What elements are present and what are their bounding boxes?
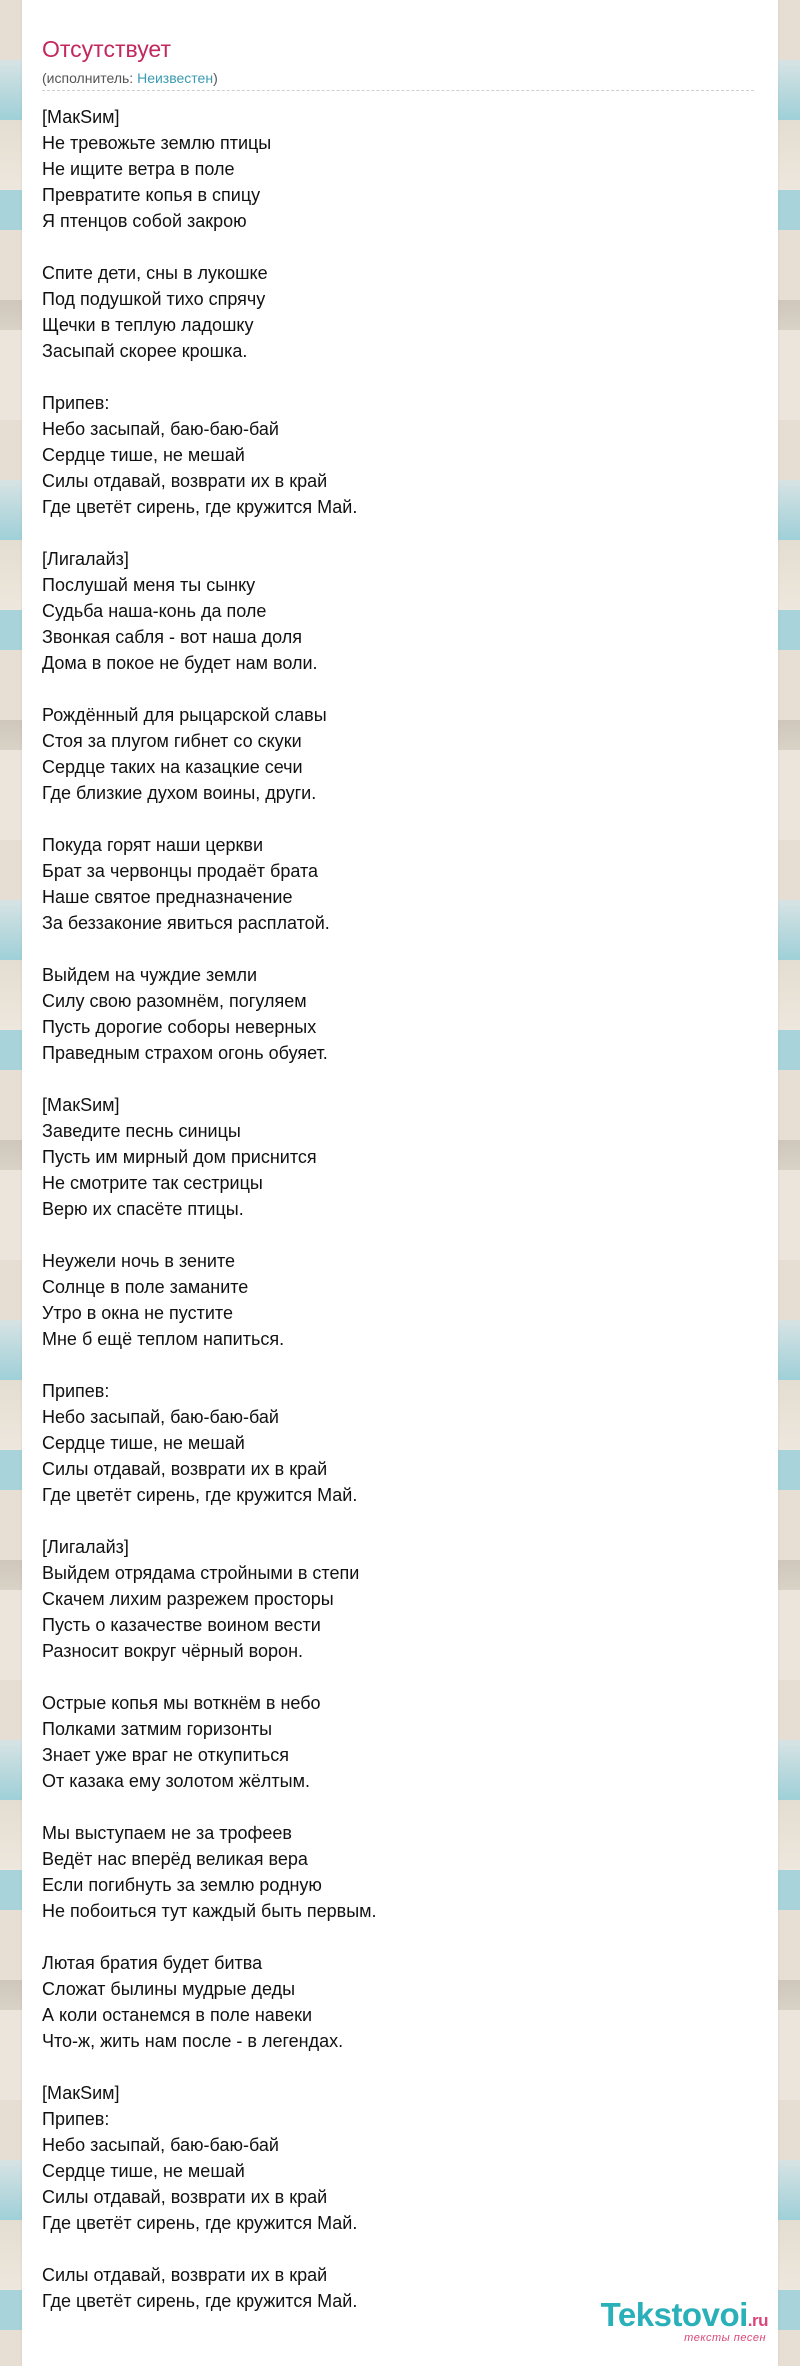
artist-prefix: (исполнитель: [42, 70, 138, 86]
lyrics-stanza [42, 1950, 742, 2054]
lyrics-line: А коли останемся в поле навеки [42, 2005, 313, 2025]
lyrics-line: Утро в окна не пустите [42, 1303, 233, 1323]
lyrics-line: Небо засыпай, баю-баю-бай [42, 419, 279, 439]
lyrics-line: Верю их спасёте птицы. [42, 1199, 244, 1219]
lyrics-stanza [42, 546, 742, 676]
lyrics-line: Превратите копья в спицу [42, 185, 261, 205]
lyrics-line: Пусть дорогие соборы неверных [42, 1017, 317, 1037]
lyrics-stanza [42, 260, 742, 364]
lyrics-stanza [42, 832, 742, 936]
lyrics-line: Знает уже враг не откупиться [42, 1745, 289, 1765]
lyrics-line: Где близкие духом воины, други. [42, 783, 317, 803]
lyrics-line: [Лигалайз] [42, 1537, 129, 1557]
lyrics-line: Лютая братия будет битва [42, 1953, 263, 1973]
lyrics-line: Мне б ещё теплом напиться. [42, 1329, 285, 1349]
lyrics-line: Наше святое предназначение [42, 887, 293, 907]
lyrics-line: Сложат былины мудрые деды [42, 1979, 296, 1999]
logo-wordmark [548, 2298, 768, 2331]
lyrics-line: Брат за червонцы продаёт брата [42, 861, 319, 881]
logo-tld: .ru [747, 2311, 768, 2330]
lyrics-line: [МакSим] [42, 1095, 120, 1115]
lyrics-line: [Лигалайз] [42, 549, 129, 569]
lyrics-line: Где цветёт сирень, где кружится Май. [42, 2213, 358, 2233]
artist-line [42, 70, 218, 87]
lyrics-line: Пусть о казачестве воином вести [42, 1615, 321, 1635]
lyrics-stanza [42, 702, 742, 806]
lyrics-line: Где цветёт сирень, где кружится Май. [42, 2291, 358, 2311]
lyrics-line: Неужели ночь в зените [42, 1251, 236, 1271]
lyrics-line: Где цветёт сирень, где кружится Май. [42, 497, 358, 517]
lyrics-line: Небо засыпай, баю-баю-бай [42, 1407, 279, 1427]
lyrics-stanza [42, 104, 742, 234]
lyrics-line: Под подушкой тихо спрячу [42, 289, 266, 309]
lyrics-line: Праведным страхом огонь обуяет. [42, 1043, 328, 1063]
lyrics-line: Где цветёт сирень, где кружится Май. [42, 1485, 358, 1505]
lyrics-line: Скачем лихим разрежем просторы [42, 1589, 334, 1609]
lyrics-text [42, 104, 742, 2340]
logo-name: Tekstovoi [600, 2296, 748, 2333]
lyrics-stanza [42, 2080, 742, 2236]
lyrics-line: Стоя за плугом гибнет со скуки [42, 731, 302, 751]
logo-tagline: тексты песен [684, 2332, 766, 2344]
lyrics-line: Рождённый для рыцарской славы [42, 705, 327, 725]
lyrics-line: Не побоиться тут каждый быть первым. [42, 1901, 377, 1921]
lyrics-line: Полками затмим горизонты [42, 1719, 273, 1739]
lyrics-line: Если погибнуть за землю родную [42, 1875, 322, 1895]
lyrics-line: От казака ему золотом жёлтым. [42, 1771, 310, 1791]
lyrics-stanza [42, 1248, 742, 1352]
lyrics-line: Что-ж, жить нам после - в легендах. [42, 2031, 344, 2051]
lyrics-line: Послушай меня ты сынку [42, 575, 256, 595]
lyrics-line: Не смотрите так сестрицы [42, 1173, 263, 1193]
lyrics-line: Я птенцов собой закрою [42, 211, 247, 231]
lyrics-line: Сердце тише, не мешай [42, 1433, 245, 1453]
lyrics-line: Ведёт нас вперёд великая вера [42, 1849, 308, 1869]
lyrics-line: [МакSим] [42, 2083, 120, 2103]
lyrics-stanza [42, 390, 742, 520]
lyrics-line: Выйдем на чуждие земли [42, 965, 258, 985]
lyrics-line: Острые копья мы воткнём в небо [42, 1693, 321, 1713]
lyrics-line: Солнце в поле заманите [42, 1277, 249, 1297]
lyrics-line: За беззаконие явиться расплатой. [42, 913, 330, 933]
lyrics-line: Силу свою разомнём, погуляем [42, 991, 307, 1011]
site-logo[interactable] [548, 2298, 768, 2344]
artist-suffix: ) [213, 70, 218, 86]
lyrics-line: Сердце тише, не мешай [42, 2161, 245, 2181]
lyrics-line: Силы отдавай, возврати их в край [42, 2187, 328, 2207]
lyrics-line: Дома в покое не будет нам воли. [42, 653, 318, 673]
lyrics-stanza [42, 1820, 742, 1924]
lyrics-line: Выйдем отрядама стройными в степи [42, 1563, 360, 1583]
lyrics-line: Сердце тише, не мешай [42, 445, 245, 465]
lyrics-line: Разносит вокруг чёрный ворон. [42, 1641, 304, 1661]
lyrics-stanza [42, 1690, 742, 1794]
lyrics-line: Звонкая сабля - вот наша доля [42, 627, 302, 647]
lyrics-line: Мы выступаем не за трофеев [42, 1823, 292, 1843]
artist-link[interactable]: Неизвестен [137, 70, 214, 86]
lyrics-line: Засыпай скорее крошка. [42, 341, 248, 361]
lyrics-line: Заведите песнь синицы [42, 1121, 241, 1141]
lyrics-line: Пусть им мирный дом приснится [42, 1147, 317, 1167]
lyrics-line: Покуда горят наши церкви [42, 835, 263, 855]
lyrics-line: Судьба наша-конь да поле [42, 601, 267, 621]
lyrics-card [22, 0, 778, 2366]
lyrics-stanza [42, 962, 742, 1066]
lyrics-line: Небо засыпай, баю-баю-бай [42, 2135, 279, 2155]
lyrics-line: Силы отдавай, возврати их в край [42, 1459, 328, 1479]
lyrics-line: Не ищите ветра в поле [42, 159, 235, 179]
lyrics-line: Сердце таких на казацкие сечи [42, 757, 303, 777]
lyrics-line: Щечки в теплую ладошку [42, 315, 254, 335]
lyrics-line: Силы отдавай, возврати их в край [42, 471, 328, 491]
lyrics-stanza [42, 1534, 742, 1664]
lyrics-stanza [42, 1378, 742, 1508]
lyrics-line: Припев: [42, 1381, 110, 1401]
title-divider [42, 90, 754, 91]
lyrics-line: Припев: [42, 2109, 110, 2129]
lyrics-line: [МакSим] [42, 107, 120, 127]
song-title: Отсутствует [42, 36, 171, 62]
lyrics-line: Не тревожьте землю птицы [42, 133, 272, 153]
lyrics-stanza [42, 1092, 742, 1222]
lyrics-line: Припев: [42, 393, 110, 413]
lyrics-line: Спите дети, сны в лукошке [42, 263, 268, 283]
lyrics-line: Силы отдавай, возврати их в край [42, 2265, 328, 2285]
